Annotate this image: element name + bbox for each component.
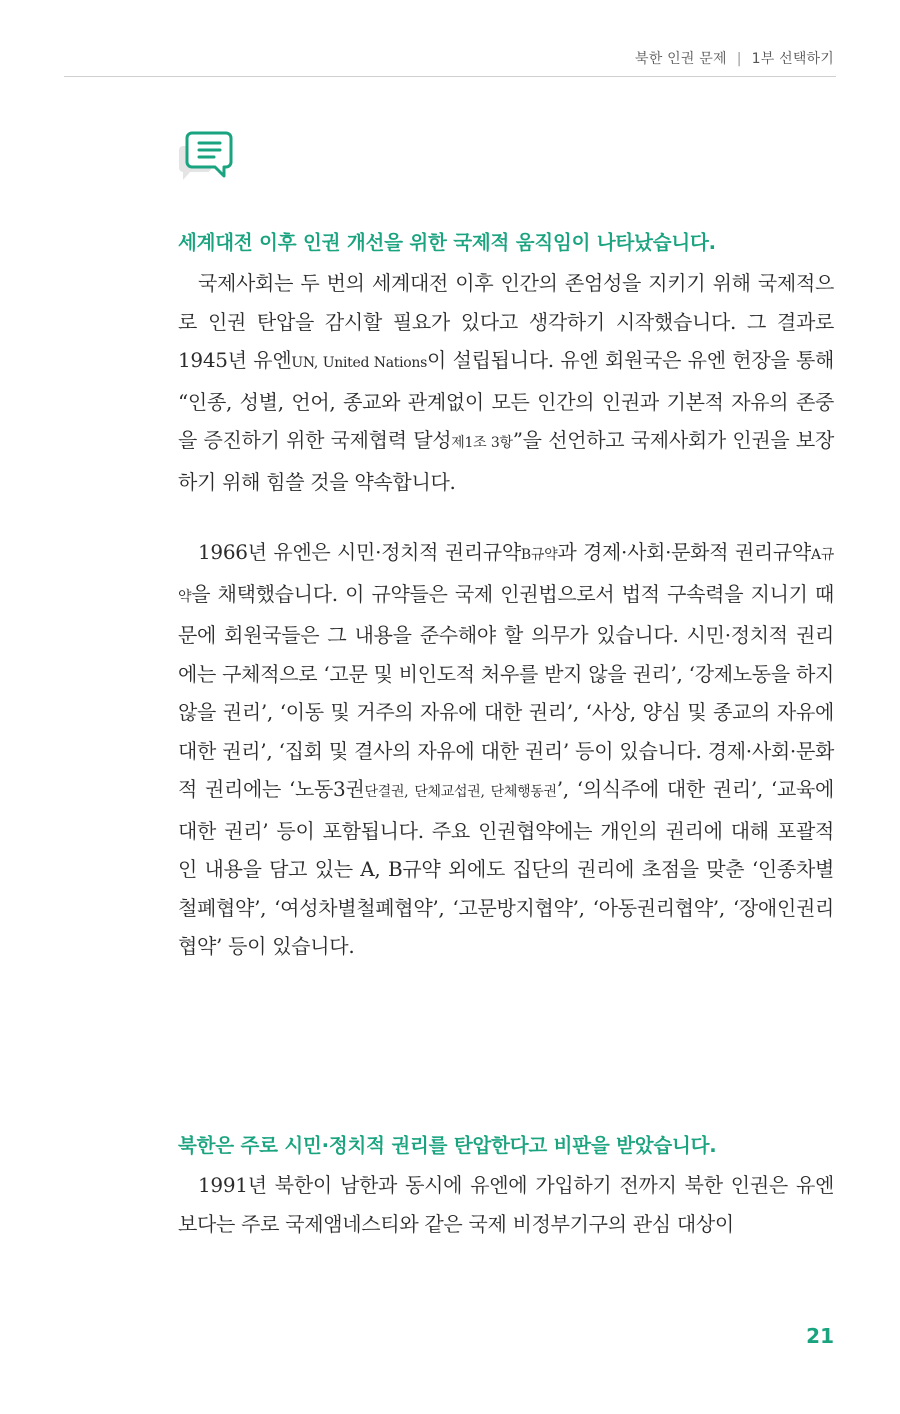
paragraph-1 [178, 264, 834, 501]
text-run: 을 채택했습니다. 이 규약들은 국제 인권법으로서 법적 구속력을 지니기 때문에 회원국들은 그 내용을 준수해야 할 의무가 있습니다. 시민·정치적 권리에는 구체적으로 ‘고문 및 비인도적 처우를 받지 않을 권리’, ‘강제노동을 하지 않을 권리’, ‘이동 및 거주의 자유에 대한 권리’, ‘사상, 양심 및 종교의 자유에 대한 권리’, ‘집회 및 결사의 자유에 대한 권리’ 등이 있습니다. 경제·사회·문화적 권리에는 ‘노동3권 [178, 581, 834, 801]
inline-note: 단결권, 단체교섭권, 단체행동권 [364, 784, 557, 800]
running-header [635, 48, 834, 68]
chat-bubble-icon [178, 130, 234, 184]
paragraph-3 [178, 1166, 834, 1243]
inline-note: 제1조 3항 [451, 435, 513, 451]
inline-note: UN, United Nations [291, 355, 428, 371]
header-separator: | [736, 51, 742, 67]
header-rule [64, 76, 836, 77]
book-title: 북한 인권 문제 [635, 51, 727, 67]
inline-note: A규약 [178, 547, 834, 605]
part-title: 1부 선택하기 [751, 51, 834, 67]
inline-note: B규약 [520, 547, 558, 563]
section-heading-2: 북한은 주로 시민·정치적 권리를 탄압한다고 비판을 받았습니다. [178, 1134, 717, 1157]
page-number: 21 [806, 1324, 834, 1348]
text-run: 1966년 유엔은 시민·정치적 권리규약 [198, 540, 521, 564]
text-run: 1991년 북한이 남한과 동시에 유엔에 가입하기 전까지 북한 인권은 유엔보다는 주로 국제앰네스티와 같은 국제 비정부기구의 관심 대상이 [178, 1173, 834, 1236]
text-run: 국제사회는 두 번의 세계대전 이후 인간의 존엄성을 지키기 위해 국제적으로 인권 탄압을 감시할 필요가 있다고 생각하기 시작했습니다. 그 결과로 1945년 유엔 [178, 271, 834, 372]
text-run: 과 경제·사회·문화적 권리규약 [557, 540, 811, 564]
text-run: ”을 선언하고 국제사회가 인권을 보장하기 위해 힘쓸 것을 약속합니다. [178, 428, 834, 494]
paragraph-2 [178, 533, 834, 966]
text-run: ’, ‘의식주에 대한 권리’, ‘교육에 대한 권리’ 등이 포함됩니다. 주요 인권협약에는 개인의 권리에 대해 포괄적인 내용을 담고 있는 A, B규약 외에도 집단의 권리에 초점을 맞춘 ‘인종차별철폐협약’, ‘여성차별철폐협약’, ‘고문방지협약’, ‘아동권리협약’, ‘장애인권리협약’ 등이 있습니다. [178, 777, 835, 958]
text-run: 이 설립됩니다. 유엔 회원국은 유엔 헌장을 통해 “인종, 성별, 언어, 종교와 관계없이 모든 인간의 인권과 기본적 자유의 존중을 증진하기 위한 국제협력 달성 [178, 348, 834, 452]
section-heading-1: 세계대전 이후 인권 개선을 위한 국제적 움직임이 나타났습니다. [178, 231, 716, 254]
